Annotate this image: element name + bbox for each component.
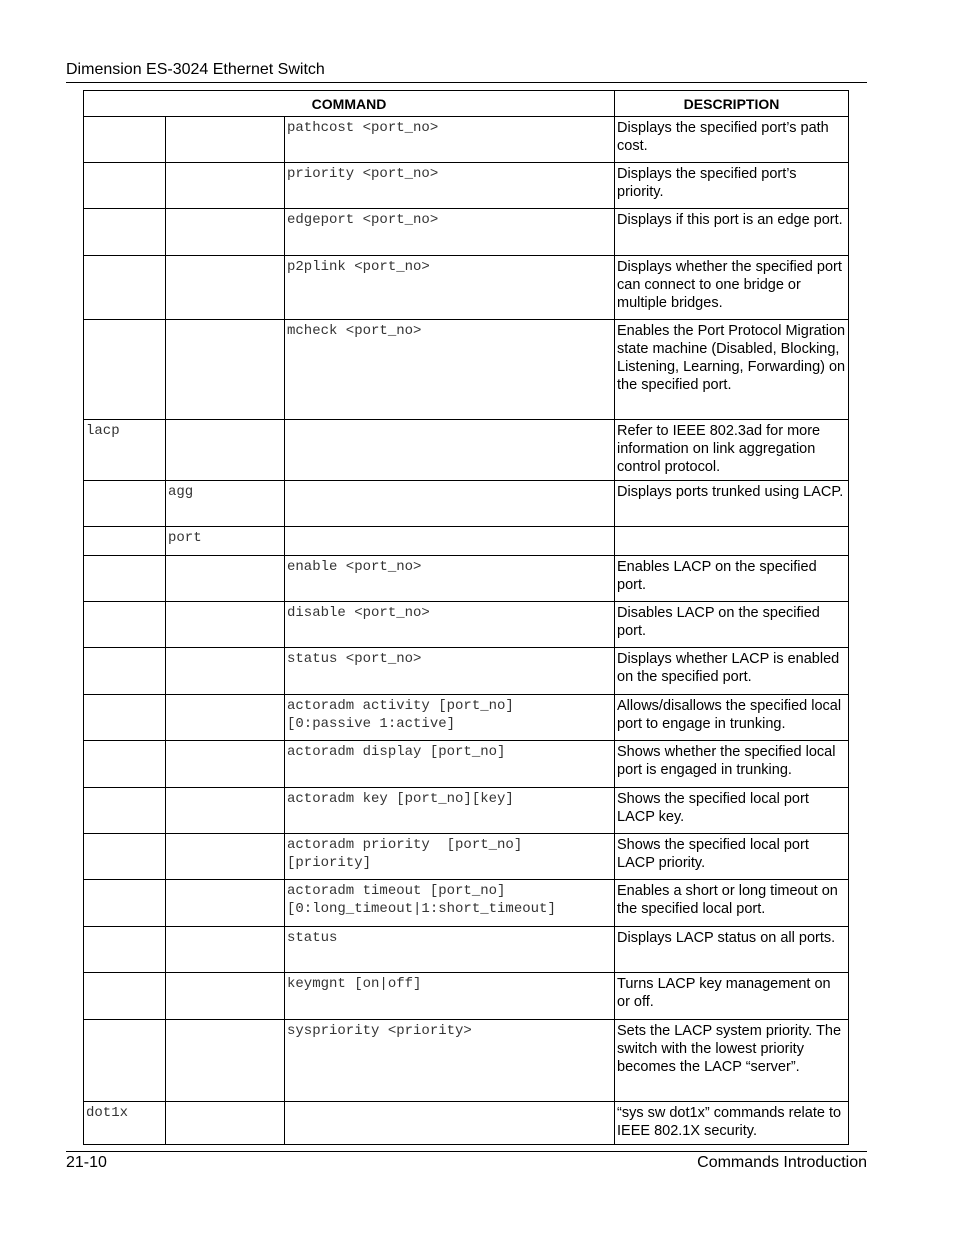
command-level2-cell — [166, 420, 285, 481]
description-cell: Displays ports trunked using LACP. — [615, 481, 849, 527]
command-level1-cell — [84, 527, 166, 556]
command-level3-cell — [285, 527, 615, 556]
command-level3-cell: actoradm key [port_no][key] — [285, 788, 615, 834]
table-row — [84, 880, 849, 927]
command-level1-cell: lacp — [84, 420, 166, 481]
command-level2-cell — [166, 320, 285, 420]
command-level1-cell — [84, 880, 166, 927]
command-level1-cell — [84, 1020, 166, 1102]
command-level3-cell: pathcost <port_no> — [285, 117, 615, 163]
description-cell: Shows the specified local port LACP priority. — [615, 834, 849, 880]
description-cell: Enables the Port Protocol Migration state machine (Disabled, Blocking, Listening, Learning, Forwarding) on the specified port. — [615, 320, 849, 420]
description-column-header: DESCRIPTION — [615, 91, 849, 117]
description-cell: Displays whether LACP is enabled on the specified port. — [615, 648, 849, 695]
command-level3-cell: mcheck <port_no> — [285, 320, 615, 420]
description-cell: Displays whether the specified port can connect to one bridge or multiple bridges. — [615, 256, 849, 320]
command-level2-cell — [166, 256, 285, 320]
table-row — [84, 163, 849, 209]
command-level1-cell — [84, 973, 166, 1020]
command-level1-cell — [84, 556, 166, 602]
command-level3-cell — [285, 481, 615, 527]
description-cell: “sys sw dot1x” commands relate to IEEE 802.1X security. — [615, 1102, 849, 1145]
command-level1-cell: dot1x — [84, 1102, 166, 1145]
table-row — [84, 788, 849, 834]
footer-divider — [66, 1151, 867, 1152]
command-level3-cell: disable <port_no> — [285, 602, 615, 648]
command-level1-cell — [84, 788, 166, 834]
table-row — [84, 602, 849, 648]
command-level3-cell: status <port_no> — [285, 648, 615, 695]
command-level2-cell — [166, 117, 285, 163]
command-table — [83, 90, 849, 1145]
command-level2-cell — [166, 741, 285, 788]
command-level3-cell: status — [285, 927, 615, 973]
command-level2-cell: agg — [166, 481, 285, 527]
command-level2-cell — [166, 163, 285, 209]
command-level2-cell — [166, 788, 285, 834]
command-level3-cell: syspriority <priority> — [285, 1020, 615, 1102]
table-body — [84, 117, 849, 1145]
table-row — [84, 420, 849, 481]
command-level1-cell — [84, 648, 166, 695]
description-cell: Allows/disallows the specified local port to engage in trunking. — [615, 695, 849, 741]
command-level1-cell — [84, 256, 166, 320]
command-level2-cell — [166, 1102, 285, 1145]
table-row — [84, 1020, 849, 1102]
description-cell: Sets the LACP system priority. The switch with the lowest priority becomes the LACP “server”. — [615, 1020, 849, 1102]
table-header-row — [84, 91, 849, 117]
table-row — [84, 556, 849, 602]
command-level3-cell: keymgnt [on|off] — [285, 973, 615, 1020]
command-level1-cell — [84, 320, 166, 420]
table-row — [84, 117, 849, 163]
command-level1-cell — [84, 834, 166, 880]
command-level3-cell: priority <port_no> — [285, 163, 615, 209]
command-level1-cell — [84, 209, 166, 256]
table-row — [84, 320, 849, 420]
description-cell: Shows the specified local port LACP key. — [615, 788, 849, 834]
page-number: 21-10 — [66, 1154, 107, 1171]
command-level1-cell — [84, 481, 166, 527]
command-level2-cell — [166, 927, 285, 973]
description-cell: Disables LACP on the specified port. — [615, 602, 849, 648]
command-level3-cell: actoradm priority [port_no] [priority] — [285, 834, 615, 880]
command-level2-cell — [166, 973, 285, 1020]
command-level1-cell — [84, 695, 166, 741]
command-level3-cell: enable <port_no> — [285, 556, 615, 602]
table-row — [84, 834, 849, 880]
command-level3-cell: actoradm display [port_no] — [285, 741, 615, 788]
table-row — [84, 527, 849, 556]
command-level2-cell — [166, 834, 285, 880]
table-row — [84, 481, 849, 527]
command-level3-cell: actoradm activity [port_no] [0:passive 1:active] — [285, 695, 615, 741]
table-row — [84, 1102, 849, 1145]
description-cell — [615, 527, 849, 556]
description-cell: Displays the specified port’s path cost. — [615, 117, 849, 163]
command-level1-cell — [84, 927, 166, 973]
command-level2-cell — [166, 556, 285, 602]
description-cell: Turns LACP key management on or off. — [615, 973, 849, 1020]
command-level3-cell — [285, 1102, 615, 1145]
section-title: Commands Introduction — [697, 1154, 867, 1171]
command-level2-cell — [166, 648, 285, 695]
command-column-header: COMMAND — [84, 91, 615, 117]
table-row — [84, 927, 849, 973]
command-level1-cell — [84, 117, 166, 163]
command-level2-cell: port — [166, 527, 285, 556]
page-header-title: Dimension ES-3024 Ethernet Switch — [66, 61, 325, 78]
table-row — [84, 741, 849, 788]
table-row — [84, 973, 849, 1020]
description-cell: Displays the specified port’s priority. — [615, 163, 849, 209]
command-level3-cell: p2plink <port_no> — [285, 256, 615, 320]
command-level1-cell — [84, 741, 166, 788]
command-level2-cell — [166, 695, 285, 741]
description-cell: Shows whether the specified local port is engaged in trunking. — [615, 741, 849, 788]
command-level3-cell: actoradm timeout [port_no] [0:long_timeout|1:short_timeout] — [285, 880, 615, 927]
table-row — [84, 648, 849, 695]
header-divider — [66, 82, 867, 83]
command-level1-cell — [84, 163, 166, 209]
command-level2-cell — [166, 209, 285, 256]
command-level1-cell — [84, 602, 166, 648]
command-level3-cell: edgeport <port_no> — [285, 209, 615, 256]
table-row — [84, 256, 849, 320]
command-level2-cell — [166, 880, 285, 927]
description-cell: Refer to IEEE 802.3ad for more information on link aggregation control protocol. — [615, 420, 849, 481]
command-level2-cell — [166, 602, 285, 648]
table-row — [84, 209, 849, 256]
table-row — [84, 695, 849, 741]
description-cell: Enables a short or long timeout on the specified local port. — [615, 880, 849, 927]
description-cell: Displays if this port is an edge port. — [615, 209, 849, 256]
description-cell: Displays LACP status on all ports. — [615, 927, 849, 973]
command-level2-cell — [166, 1020, 285, 1102]
description-cell: Enables LACP on the specified port. — [615, 556, 849, 602]
command-level3-cell — [285, 420, 615, 481]
